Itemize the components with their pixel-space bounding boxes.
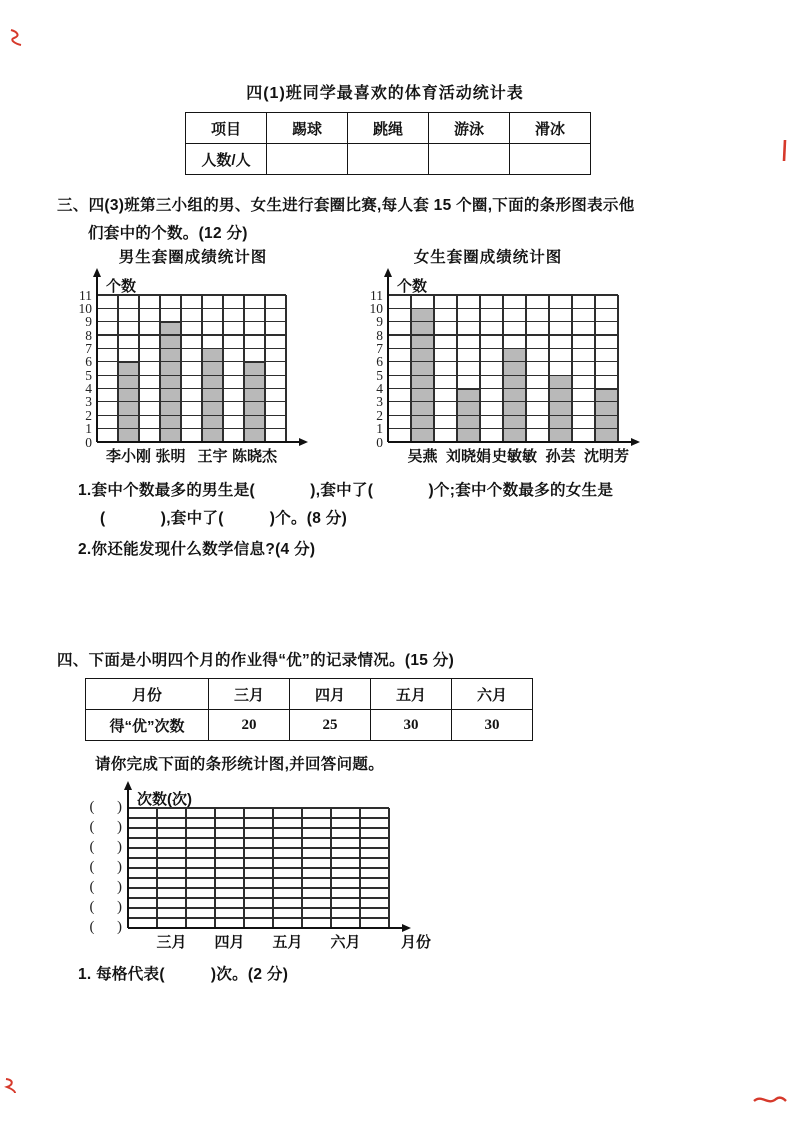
y-tick-label: 1 [85, 421, 92, 437]
y-tick-label: 1 [376, 421, 383, 437]
x-category-label: 张明 [155, 448, 186, 465]
empty-practice-bar-chart [89, 791, 432, 951]
gridline-vertical [201, 295, 202, 442]
y-tick-label: 10 [369, 300, 383, 316]
question4-instruction: 请你完成下面的条形统计图,并回答问题。 [95, 756, 385, 773]
red-mark-bottom-left [3, 1076, 18, 1095]
y-tick-placeholder: ( ) [89, 899, 122, 915]
gridline-horizontal [97, 334, 286, 335]
table2-value-mar: 20 [209, 710, 290, 741]
y-tick-label: 11 [370, 287, 383, 303]
table2-header-jun: 六月 [452, 679, 533, 710]
question4-heading: 四、下面是小明四个月的作业得“优”的记录情况。(15 分) [57, 652, 455, 669]
gridline-horizontal [388, 321, 618, 322]
gridline-horizontal [388, 348, 618, 349]
table1-blank-cell [267, 144, 348, 175]
boys-chart-title: 男生套圈成绩统计图 [118, 249, 268, 266]
table1-row2-label: 人数/人 [186, 144, 267, 175]
gridline-vertical [571, 295, 572, 442]
table-row [186, 113, 591, 144]
y-tick-placeholder: ( ) [89, 799, 122, 815]
table-row [86, 710, 533, 741]
y-axis-label: 次数(次) [137, 791, 192, 808]
x-axis [128, 927, 404, 929]
question3-1-line1: 1.套中个数最多的男生是( ),套中了( )个;套中个数最多的女生是 [78, 482, 614, 499]
x-axis [97, 441, 301, 443]
table1-header-rope: 跳绳 [348, 113, 429, 144]
gridline-horizontal [97, 361, 286, 362]
x-category-label: 刘晓娟 [445, 448, 492, 465]
y-tick-label: 0 [376, 434, 383, 450]
girls-chart-title: 女生套圈成绩统计图 [413, 249, 563, 266]
gridline-horizontal [388, 415, 618, 416]
gridline-horizontal [97, 388, 286, 389]
y-tick-label: 4 [85, 381, 92, 397]
y-axis-label: 个数 [397, 278, 428, 295]
y-axis-label: 个数 [106, 278, 137, 295]
x-category-label: 陈晓杰 [231, 448, 278, 465]
gridline-horizontal [388, 375, 618, 376]
gridline-horizontal [388, 334, 618, 335]
gridline-horizontal [388, 361, 618, 362]
gridline-horizontal [97, 308, 286, 309]
gridline-vertical [594, 295, 595, 442]
x-category-label: 吴燕 [407, 448, 438, 465]
bar-孙芸 [549, 375, 572, 442]
table2-header-month: 月份 [86, 679, 209, 710]
question3-text-line1: 三、四(3)班第三小组的男、女生进行套圈比赛,每人套 15 个圈,下面的条形图表示他 [57, 197, 635, 214]
red-mark-right [780, 138, 789, 163]
x-axis [388, 441, 633, 443]
y-tick-label: 4 [376, 381, 383, 397]
gridline-vertical [264, 295, 265, 442]
y-tick-label: 8 [376, 327, 383, 343]
gridline-horizontal [128, 917, 389, 918]
x-axis-arrow-icon [631, 438, 640, 446]
gridline-vertical [138, 295, 139, 442]
gridline-vertical [525, 295, 526, 442]
table2-row-label: 得“优”次数 [86, 710, 209, 741]
y-axis [96, 277, 98, 442]
x-category-label: 王宇 [197, 448, 228, 465]
gridline-vertical [479, 295, 480, 442]
table1-header-item: 项目 [186, 113, 267, 144]
gridline-vertical [433, 295, 434, 442]
x-category-label: 史敏敏 [491, 448, 538, 465]
gridline-horizontal [97, 375, 286, 376]
y-tick-label: 2 [376, 407, 383, 423]
x-category-label: 四月 [214, 934, 245, 951]
gridline-vertical [456, 295, 457, 442]
gridline-horizontal [97, 321, 286, 322]
y-tick-label: 5 [376, 367, 383, 383]
y-tick-label: 3 [85, 394, 92, 410]
table2-value-jun: 30 [452, 710, 533, 741]
y-tick-label: 0 [85, 434, 92, 450]
gridline-horizontal [388, 401, 618, 402]
y-axis-arrow-icon [124, 781, 132, 790]
question4-1: 1. 每格代表( )次。(2 分) [78, 966, 289, 983]
y-tick-placeholder: ( ) [89, 919, 122, 935]
y-tick-placeholder: ( ) [89, 819, 122, 835]
gridline-horizontal [388, 308, 618, 309]
gridline-horizontal [97, 348, 286, 349]
table2-value-apr: 25 [290, 710, 371, 741]
table1-header-soccer: 踢球 [267, 113, 348, 144]
y-tick-label: 6 [376, 354, 383, 370]
gridline-horizontal [128, 877, 389, 878]
x-category-label: 三月 [156, 934, 187, 951]
y-tick-label: 8 [85, 327, 92, 343]
gridline-vertical [617, 295, 618, 442]
table-row [86, 679, 533, 710]
gridline-horizontal [388, 428, 618, 429]
gridline-vertical [502, 295, 503, 442]
gridline-horizontal [128, 847, 389, 848]
gridline-vertical [410, 295, 411, 442]
sports-survey-table [185, 112, 591, 175]
y-tick-placeholder: ( ) [89, 839, 122, 855]
question3-1-line2: ( ),套中了( )个。(8 分) [100, 510, 348, 527]
question3-2: 2.你还能发现什么数学信息?(4 分) [78, 541, 316, 558]
y-axis-arrow-icon [93, 268, 101, 277]
table1-header-swim: 游泳 [429, 113, 510, 144]
x-category-label: 沈明芳 [583, 448, 630, 465]
gridline-vertical [222, 295, 223, 442]
gridline-vertical [180, 295, 181, 442]
gridline-horizontal [97, 415, 286, 416]
y-axis [387, 277, 389, 442]
x-category-label: 五月 [272, 934, 303, 951]
x-category-label: 孙芸 [545, 448, 576, 465]
gridline-vertical [285, 295, 286, 442]
gridline-vertical [117, 295, 118, 442]
table2-header-mar: 三月 [209, 679, 290, 710]
y-tick-label: 7 [85, 340, 92, 356]
gridline-vertical [243, 295, 244, 442]
gridline-vertical [548, 295, 549, 442]
y-tick-label: 6 [85, 354, 92, 370]
y-tick-label: 9 [85, 314, 92, 330]
gridline-horizontal [128, 907, 389, 908]
gridline-horizontal [97, 401, 286, 402]
x-category-label: 六月 [330, 934, 361, 951]
y-tick-label: 2 [85, 407, 92, 423]
y-tick-label: 11 [79, 287, 92, 303]
y-tick-label: 10 [78, 300, 92, 316]
gridline-horizontal [97, 428, 286, 429]
homework-record-table [85, 678, 533, 741]
boys-bar-chart [78, 278, 286, 465]
table1-blank-cell [429, 144, 510, 175]
gridline-horizontal [128, 897, 389, 898]
y-tick-label: 5 [85, 367, 92, 383]
x-category-label: 李小刚 [105, 448, 152, 465]
gridline-horizontal [128, 817, 389, 818]
gridline-horizontal [128, 887, 389, 888]
y-tick-label: 3 [376, 394, 383, 410]
x-axis-arrow-icon [299, 438, 308, 446]
y-tick-placeholder: ( ) [89, 859, 122, 875]
y-tick-label: 7 [376, 340, 383, 356]
gridline-horizontal [128, 867, 389, 868]
y-tick-label: 9 [376, 314, 383, 330]
table1-blank-cell [348, 144, 429, 175]
gridline-horizontal [128, 857, 389, 858]
table2-value-may: 30 [371, 710, 452, 741]
y-axis-arrow-icon [384, 268, 392, 277]
table1-blank-cell [510, 144, 591, 175]
red-mark-top-left [8, 28, 24, 48]
x-axis-label: 月份 [401, 934, 432, 951]
question3-text-line2: 们套中的个数。(12 分) [88, 225, 248, 242]
gridline-horizontal [388, 388, 618, 389]
girls-bar-chart [369, 278, 630, 465]
table-row [186, 144, 591, 175]
sports-table-title: 四(1)班同学最喜欢的体育活动统计表 [246, 85, 524, 102]
y-tick-placeholder: ( ) [89, 879, 122, 895]
table2-header-may: 五月 [371, 679, 452, 710]
gridline-vertical [159, 295, 160, 442]
bar-张明 [160, 322, 181, 442]
gridline-horizontal [128, 837, 389, 838]
red-mark-bottom-right [752, 1092, 788, 1109]
y-axis [127, 790, 129, 928]
gridline-horizontal [128, 827, 389, 828]
table1-header-skate: 滑冰 [510, 113, 591, 144]
table2-header-apr: 四月 [290, 679, 371, 710]
